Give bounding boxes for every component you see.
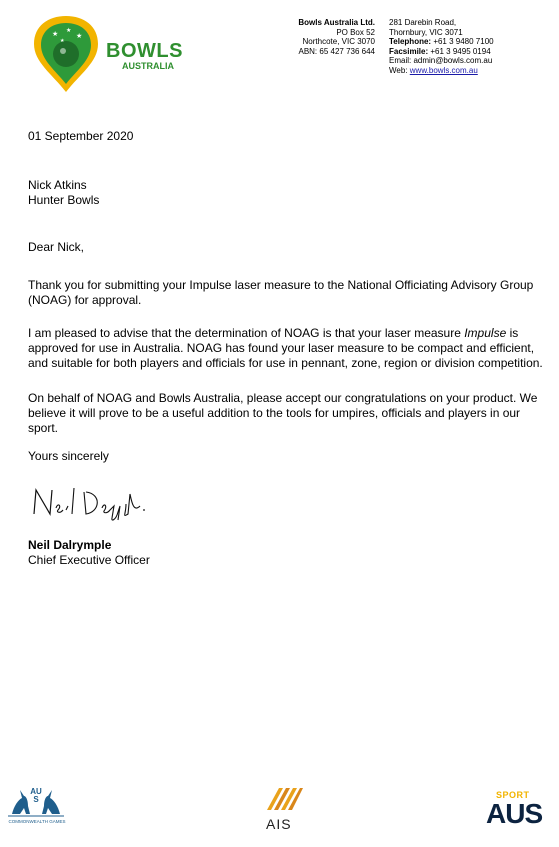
paragraph-1: Thank you for submitting your Impulse laser measure to the National Officiating Advisory Group (NOAG) for approval.	[28, 278, 534, 307]
street-address: 281 Darebin Road,	[389, 18, 457, 27]
svg-text:★: ★	[60, 38, 65, 44]
logo-subtitle: AUSTRALIA	[122, 61, 174, 71]
paragraph-2-start: I am pleased to advise that the determination of NOAG is that your laser measure	[28, 326, 465, 340]
paragraph-2-end: is approved for use in Australia. NOAG has found your laser measure to be compact and efficient, and suitable for both players and officials for use in pennant, zone, region or division competition.	[28, 326, 543, 370]
ais-text: AIS	[266, 816, 292, 832]
web-link[interactable]: www.bowls.com.au	[409, 65, 478, 75]
ais-flame-icon	[261, 786, 305, 812]
closing: Yours sincerely	[28, 449, 109, 463]
abn: ABN: 65 427 736 644	[298, 46, 375, 56]
commonwealth-caption: COMMONWEALTH GAMES	[8, 819, 66, 824]
web-label: Web:	[389, 65, 408, 75]
telephone-value: +61 3 9480 7100	[433, 37, 494, 47]
ais-logo	[258, 786, 308, 836]
org-name: Bowls Australia Ltd.	[298, 18, 375, 27]
email-value: admin@bowls.com.au	[413, 56, 493, 66]
signatory-title: Chief Executive Officer	[28, 553, 150, 567]
recipient-name: Nick Atkins	[28, 178, 87, 192]
signature-icon	[30, 484, 150, 524]
logo-wordmark: BOWLS	[106, 40, 183, 62]
commonwealth-games-logo	[6, 780, 66, 830]
commonwealth-letters: AUS	[30, 787, 42, 804]
facsimile-value: +61 3 9495 0194	[430, 46, 491, 56]
email-line	[389, 56, 494, 66]
email-label: Email:	[389, 56, 412, 66]
signatory-name: Neil Dalrymple	[28, 538, 112, 552]
letterhead-contact-block	[389, 18, 494, 76]
sport-aus-top: SPORT	[496, 790, 530, 800]
telephone-line	[389, 37, 494, 47]
street-suburb: Thornbury, VIC 3071	[389, 27, 463, 37]
postal-suburb: Northcote, VIC 3070	[302, 37, 375, 47]
svg-text:★: ★	[52, 30, 59, 38]
signatory-block	[28, 538, 150, 568]
salutation: Dear Nick,	[28, 240, 85, 254]
bowls-logo-icon	[30, 14, 102, 94]
product-name: Impulse	[464, 326, 507, 340]
recipient-organisation: Hunter Bowls	[28, 193, 100, 207]
svg-text:★: ★	[66, 27, 72, 34]
sport-aus-logo	[486, 790, 546, 834]
paragraph-2	[28, 326, 548, 371]
facsimile-label: Facsimile:	[389, 46, 429, 56]
letterhead-address-block	[245, 18, 375, 56]
web-line	[389, 66, 494, 76]
svg-text:★: ★	[76, 32, 83, 40]
paragraph-3: On behalf of NOAG and Bowls Australia, please accept our congratulations on your product. We believe it will prove to be a useful addition to the tools for umpires, officials and players in our sport.	[28, 391, 538, 435]
po-box: PO Box 52	[336, 27, 375, 37]
sport-aus-main: AUS	[486, 798, 543, 829]
telephone-label: Telephone:	[389, 37, 432, 47]
recipient-block	[28, 178, 99, 208]
bowls-australia-logo	[30, 14, 190, 94]
letter-date: 01 September 2020	[28, 129, 134, 143]
facsimile-line	[389, 47, 494, 57]
